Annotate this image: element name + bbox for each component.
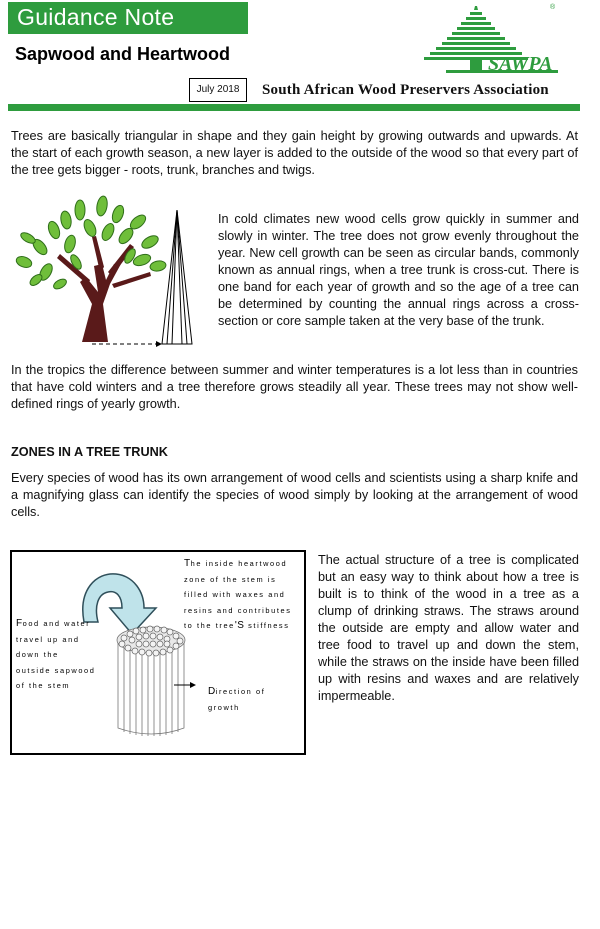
document-title: Sapwood and Heartwood	[15, 44, 231, 64]
header-rule	[8, 104, 580, 111]
direction-label: Direction of growth	[208, 686, 266, 712]
registered-mark: ®	[550, 4, 556, 11]
intro-paragraph: Trees are basically triangular in shape and they gain height by growing outwards and upwards. At the start of each growth season, a new layer is added to the outside of the wood so that every part of the tree gets bigger - roots, trunk, branches and twigs.	[11, 129, 578, 177]
sawpa-logo-text: SAWPA	[488, 53, 553, 75]
species-paragraph: Every species of wood has its own arrangement of wood cells and scientists using a sharp knife and a magnifying glass can identify the species of wood simply by looking at the arrangement of wood cells.	[11, 471, 578, 519]
sawpa-logo	[424, 4, 564, 82]
straw-trunk-diagram	[10, 550, 306, 755]
guidance-note-band	[8, 2, 248, 34]
date-badge: July 2018	[189, 78, 247, 102]
guidance-note-label: Guidance Note	[17, 4, 175, 30]
growth-rings-paragraph: In cold climates new wood cells grow quickly in summer and slowly in winter. The tree does not grow evenly throughout the year. New cell growth can be seen as circular bands, commonly known as annual rings, when a tree trunk is cross-cut. There is one band for each year of growth and so the age of a tree can be determined by counting the annual rings across a cross-section or core sample taken at the very base of the trunk.	[218, 212, 579, 328]
association-name: South African Wood Preservers Association	[262, 82, 549, 98]
straws-paragraph: The actual structure of a tree is complicated but an easy way to think about how a tree is built is to think of the wood in a tree as a clump of drinking straws. The straws around the outside are empty and allow water and tree food to travel up and down the stem, while the straws on the inside have been filled up with resins and waxes and are relatively impermeable.	[318, 553, 579, 703]
heartwood-label: The inside heartwood zone of the stem is filled with waxes and resins and contributes to the tree'S stiffness	[184, 558, 292, 631]
section-heading: ZONES IN A TREE TRUNK	[11, 445, 168, 459]
sapwood-label: Food and water travel up and down the outside sapwood of the stem	[16, 618, 96, 690]
tree-growth-illustration	[10, 192, 195, 352]
tropics-paragraph: In the tropics the difference between summer and winter temperatures is a lot less than in countries that have cold winters and a tree therefore grows steadily all year. These trees may not show well-defined rings of yearly growth.	[11, 363, 578, 411]
